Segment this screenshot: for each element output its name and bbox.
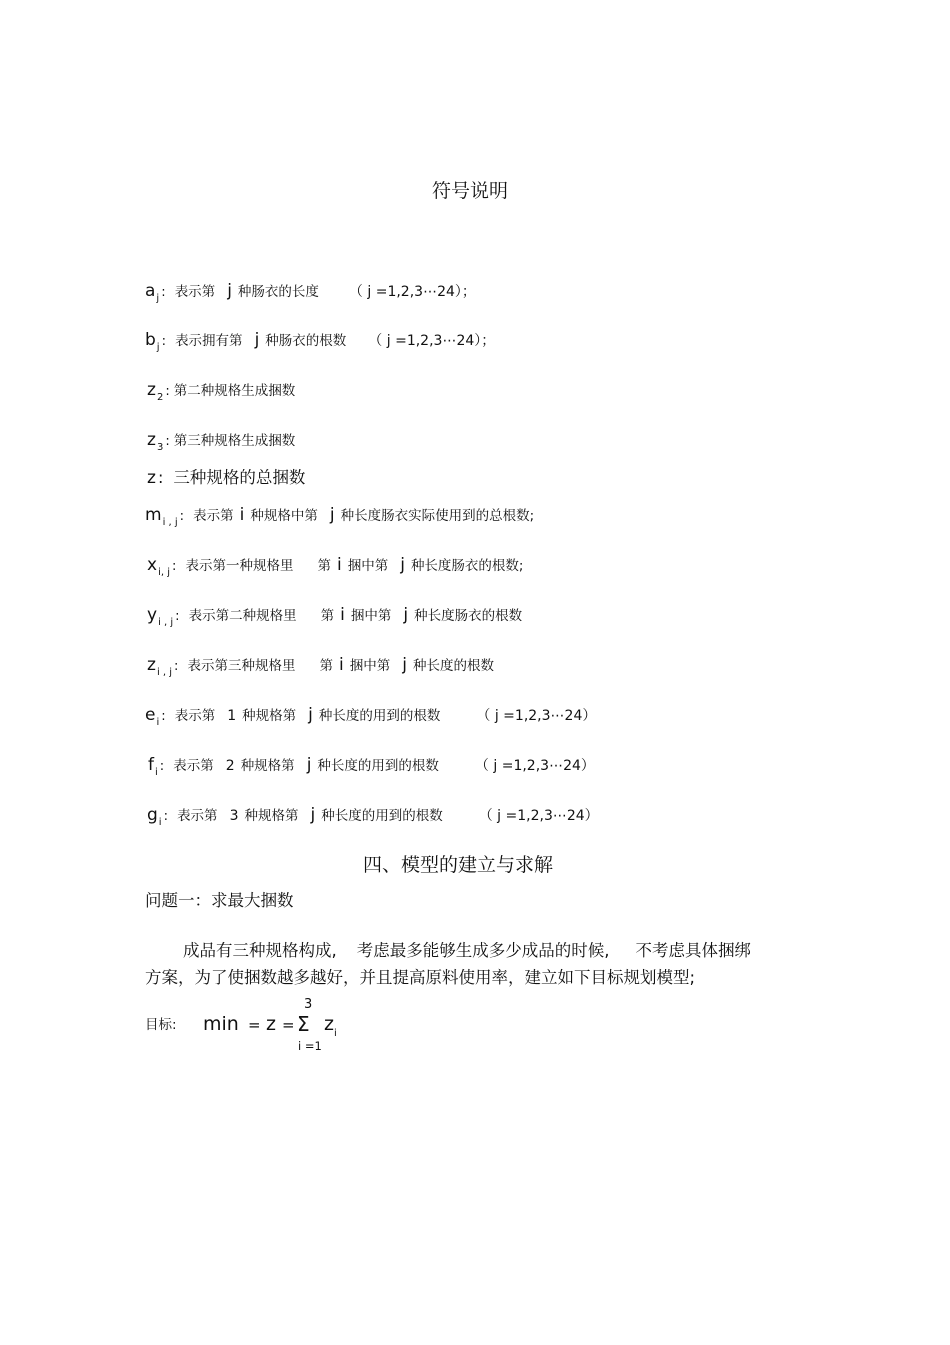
symbol-subscript: i — [158, 817, 162, 828]
symbol-subscript: j — [156, 293, 160, 304]
description: 种规格第 — [244, 808, 299, 824]
description: 种长度肠衣的根数; — [410, 558, 524, 574]
symbol-row-y: $y_{i , j}$ : 表示第二种规格里 第 i 捆中第 j 种长度肠衣的根数 — [147, 605, 523, 628]
description: 种长度的用到的根数 — [317, 758, 439, 774]
equals-sign: = — [248, 1016, 261, 1034]
description: 第三种规格生成捆数 — [173, 433, 296, 449]
term-subscript: i — [333, 1028, 337, 1039]
description: 第 — [320, 608, 335, 624]
description: 三种规格的总捆数 — [173, 468, 306, 487]
description: 种长度的用到的根数 — [321, 808, 443, 824]
index-range: （ j =1,2,3⋯24）； — [368, 333, 496, 349]
index-range: （ j =1,2,3⋯24） — [474, 758, 595, 774]
symbol-subscript: 2 — [156, 392, 164, 403]
variable: j — [227, 281, 232, 301]
variable: j — [329, 505, 335, 525]
symbol-row-f: $f_i$ : 表示第 2 种规格第 j 种长度的用到的根数 （ j =1,2,3⋯24） — [148, 755, 595, 778]
problem-label: 问题一： — [145, 891, 211, 910]
symbol-row-b: $b_j$ : 表示拥有第 j 种肠衣的根数 （ j =1,2,3⋯24）； — [145, 330, 496, 353]
description: 第 — [319, 658, 334, 674]
variable: j — [254, 330, 260, 350]
description: 表示第三种规格里 — [187, 658, 296, 674]
symbol: z — [147, 380, 156, 400]
variable: i — [339, 655, 344, 675]
symbol-row-z-total: z : 三种规格的总捆数 — [147, 468, 306, 488]
description: 种规格第 — [242, 708, 297, 724]
description: 第 — [317, 558, 331, 574]
description: 表示第 — [193, 508, 234, 524]
paragraph-line-1: 成品有三种规格构成, 考虑最多能够生成多少成品的时候, 不考虑具体捆绑 — [183, 941, 751, 960]
summation-icon: Σ — [297, 1012, 310, 1036]
symbol-row-m: $m_{i , j}$ : 表示第 i 种规格中第 j 种长度肠衣实际使用到的总根数; — [145, 505, 535, 528]
description: 捆中第 — [349, 658, 391, 674]
description: 表示拥有第 — [175, 333, 243, 349]
objective-label: 目标: — [145, 1017, 177, 1033]
symbol-subscript: i , j — [162, 517, 178, 528]
symbol: z — [147, 430, 156, 450]
variable: j — [402, 655, 407, 675]
description: 种长度的根数 — [412, 658, 494, 674]
index-range: （ j =1,2,3⋯24） — [478, 808, 599, 824]
section-title-symbols: 符号说明 — [432, 180, 509, 202]
symbol: x — [147, 555, 158, 575]
description: 种肠衣的根数 — [265, 333, 347, 349]
symbol: m — [145, 505, 162, 525]
description: 表示第 — [174, 708, 216, 724]
symbol-subscript: j — [156, 342, 160, 353]
symbol-subscript: i , j — [156, 667, 173, 678]
description: 种规格第 — [240, 758, 295, 774]
objective-term: $z_i$ — [324, 1013, 337, 1039]
index-range: （ j =1,2,3⋯24）； — [348, 284, 476, 300]
symbol-row-z-ij: $z_{i , j}$ : 表示第三种规格里 第 i 捆中第 j 种长度的根数 — [147, 655, 494, 678]
equals-sign: = — [282, 1016, 295, 1034]
symbol-subscript: 3 — [156, 442, 164, 453]
section-heading-model: 四、模型的建立与求解 — [363, 854, 554, 876]
index-range: （ j =1,2,3⋯24） — [476, 708, 597, 724]
description: 捆中第 — [347, 558, 389, 574]
objective-min: min — [203, 1013, 239, 1035]
problem-text: 求最大捆数 — [211, 891, 294, 910]
variable: j — [403, 605, 409, 625]
symbol-subscript: i — [156, 717, 160, 728]
symbol: g — [147, 805, 158, 825]
symbol-row-e: $e_i$ : 表示第 1 种规格第 j 种长度的用到的根数 （ j =1,2,3⋯24） — [145, 705, 597, 728]
description: 表示第 — [177, 808, 218, 824]
symbol: e — [145, 705, 156, 725]
variable: i — [340, 605, 345, 625]
symbol-row-z2: $z_2$ : 第二种规格生成捆数 — [147, 380, 296, 403]
description: 捆中第 — [350, 608, 392, 624]
description: 种肠衣的长度 — [237, 284, 319, 300]
objective-z: z — [266, 1013, 276, 1035]
symbol-row-g: $g_i$ : 表示第 3 种规格第 j 种长度的用到的根数 （ j =1,2,3⋯24） — [147, 805, 599, 828]
description: 表示第二种规格里 — [188, 608, 297, 624]
variable: i — [336, 555, 342, 575]
variable: j — [400, 555, 405, 575]
description: 种长度肠衣的根数 — [414, 608, 523, 624]
symbol: f — [148, 755, 154, 775]
symbol-row-x: $x_{i, j}$ : 表示第一种规格里 第 i 捆中第 j 种长度肠衣的根数; — [147, 555, 524, 578]
symbol: a — [145, 281, 156, 301]
variable: i — [239, 505, 245, 525]
problem-heading — [145, 893, 294, 910]
symbol: y — [147, 605, 158, 625]
description: 种长度肠衣实际使用到的总根数; — [340, 508, 535, 524]
symbol-subscript: i — [155, 767, 158, 778]
number: 2 — [225, 758, 235, 774]
symbol: z — [147, 655, 156, 675]
symbol-subscript: i , j — [158, 617, 174, 628]
symbol-row-z3: $z_3$ : 第三种规格生成捆数 — [147, 430, 296, 453]
variable: j — [306, 755, 312, 775]
symbol-row-a: $a_j$ : 表示第 j 种肠衣的长度 （ j =1,2,3⋯24）； — [145, 281, 476, 304]
summation-lower: i =1 — [298, 1039, 322, 1053]
description: 种长度的用到的根数 — [318, 708, 441, 724]
symbol: z — [147, 468, 156, 488]
description: 第二种规格生成捆数 — [173, 383, 296, 399]
summation-upper: 3 — [304, 997, 313, 1012]
variable: j — [308, 705, 313, 725]
symbol: b — [145, 330, 156, 350]
description: 表示第 — [174, 284, 216, 300]
number: 3 — [229, 808, 239, 824]
description: 种规格中第 — [250, 508, 318, 524]
description: 表示第 — [173, 758, 214, 774]
variable: j — [310, 805, 316, 825]
symbol-subscript: i, j — [158, 567, 170, 578]
description: 表示第一种规格里 — [185, 558, 294, 574]
paragraph-line-2: 方案，为了使捆数越多越好，并且提高原料使用率，建立如下目标规划模型; — [145, 968, 696, 987]
number: 1 — [227, 708, 237, 724]
